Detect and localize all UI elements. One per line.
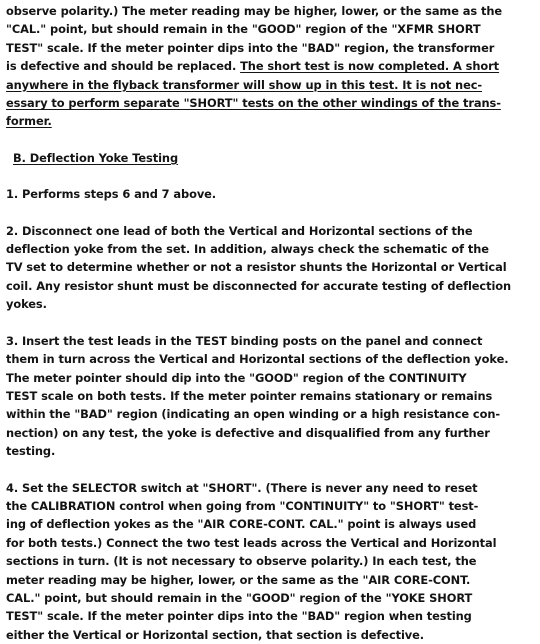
text-line: The meter pointer should dip into the "GOOD" region of the CONTINUITY [6,370,467,385]
text-segment: is defective and should be replaced. [6,59,241,74]
text-line: nection) on any test, the yoke is defective and disqualified from any further [6,425,490,440]
underlined-line: anywhere in the flyback transformer will show up in this test. It is not nec- [6,77,483,92]
text-line: CAL." point, but should remain in the "GOOD" region of the "YOKE SHORT [6,590,473,605]
text-line: "CAL." point, but should remain in the "GOOD" region of the "XFMR SHORT [6,22,481,37]
text-line [6,112,536,130]
text-line: 1. Performs steps 6 and 7 above. [6,187,217,202]
underlined-line: essary to perform separate "SHORT" tests on the other windings of the trans- [6,96,501,111]
text-line: them in turn across the Vertical and Horizontal sections of the deflection yoke. [6,352,509,367]
step-3-paragraph [6,332,536,461]
text-line: sections in turn. (It is not necessary to observe polarity.) In each test, the [6,554,477,569]
text-line: TEST" scale. If the meter pointer dips into the "BAD" region when testing [6,609,472,624]
text-line: either the Vertical or Horizontal section, that section is defective. [6,627,425,642]
text-line: coil. Any resistor shunt must be disconnected for accurate testing of deflection [6,278,512,293]
intro-paragraph [6,2,536,131]
text-line: 2. Disconnect one lead of both the Vertical and Horizontal sections of the [6,223,473,238]
underlined-text: The short test is now completed. A short [240,59,500,74]
text-line: 4. Set the SELECTOR switch at "SHORT". (There is never any need to reset [6,480,478,495]
step-4-paragraph [6,479,536,644]
document-page [6,2,536,644]
step-1-paragraph [6,185,536,203]
text-line: 3. Insert the test leads in the TEST binding posts on the panel and connect [6,333,483,348]
section-heading-text: B. Deflection Yoke Testing [13,150,179,165]
text-line: TEST" scale. If the meter pointer dips into the "BAD" region, the transformer [6,40,495,55]
section-heading [6,149,536,167]
text-line: observe polarity.) The meter reading may be higher, lower, or the same as the [6,4,502,18]
step-2-paragraph [6,222,536,314]
text-line: deflection yoke from the set. In addition, always check the schematic of the [6,242,489,257]
text-line: the CALIBRATION control when going from "CONTINUITY" to "SHORT" test- [6,498,479,513]
text-line: ing of deflection yokes as the "AIR CORE-CONT. CAL." point is always used [6,517,477,532]
text-line: within the "BAD" region (indicating an open winding or a high resistance con- [6,407,500,422]
text-line: TEST scale on both tests. If the meter pointer remains stationary or remains [6,388,493,403]
text-line: testing. [6,444,56,459]
text-line: for both tests.) Connect the two test leads across the Vertical and Horizontal [6,535,497,550]
text-line [6,57,536,75]
underlined-text: former. [6,114,52,129]
text-line: TV set to determine whether or not a resistor shunts the Horizontal or Vertical [6,260,507,275]
text-line: meter reading may be higher, lower, or the same as the "AIR CORE-CONT. [6,572,471,587]
text-line: yokes. [6,297,47,312]
